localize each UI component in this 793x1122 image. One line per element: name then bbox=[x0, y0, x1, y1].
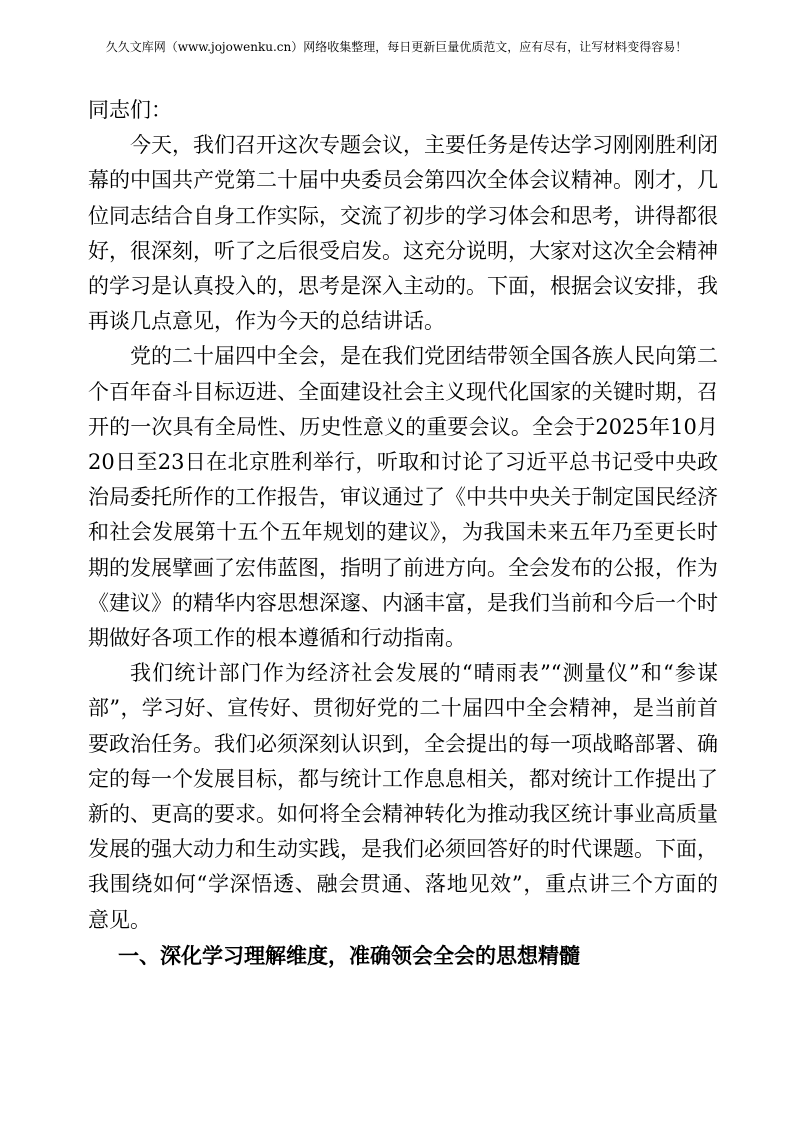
section-heading-1: 一、深化学习理解维度，准确领会全会的思想精髓 bbox=[118, 942, 580, 968]
paragraph-statistics-role: 我们统计部门作为经济社会发展的“晴雨表”“测量仪”和“参谋部”，学习好、宣传好、贯彻好党的二十届四中全会精神，是当前首要政治任务。我们必须深刻认识到，全会提出的每一项战略部署、确定的每一个发展目标，都与统计工作息息相关，都对统计工作提出了新的、更高的要求。如何将全会精神转化为推动我区统计事业高质量发展的强大动力和生动实践，是我们必须回答好的时代课题。下面，我围绕如何“学深悟透、融会贯通、落地见效”，重点讲三个方面的意见。 bbox=[88, 661, 718, 932]
paragraph-opening: 今天，我们召开这次专题会议，主要任务是传达学习刚刚胜利闭幕的中国共产党第二十届中央委员会第四次全体会议精神。刚才，几位同志结合自身工作实际，交流了初步的学习体会和思考，讲得都很好，很深刻，听了之后很受启发。这充分说明，大家对这次全会精神的学习是认真投入的，思考是深入主动的。下面，根据会议安排，我再谈几点意见，作为今天的总结讲话。 bbox=[88, 133, 718, 334]
salutation: 同志们： bbox=[88, 98, 172, 122]
page-header-watermark: 久久文库网（www.jojowenku.cn）网络收集整理，每日更新巨量优质范文，应有尽有，让写材料变得容易！ bbox=[105, 40, 688, 54]
paragraph-plenum-overview: 党的二十届四中全会，是在我们党团结带领全国各族人民向第二个百年奋斗目标迈进、全面建设社会主义现代化国家的关键时期，召开的一次具有全局性、历史性意义的重要会议。全会于2025年10月20日至23日在北京胜利举行，听取和讨论了习近平总书记受中央政治局委托所作的工作报告，审议通过了《中共中央关于制定国民经济和社会发展第十五个五年规划的建议》，为我国未来五年乃至更长时期的发展擘画了宏伟蓝图，指明了前进方向。全会发布的公报，作为《建议》的精华内容思想深邃、内涵丰富，是我们当前和今后一个时期做好各项工作的根本遵循和行动指南。 bbox=[88, 344, 718, 651]
document-body bbox=[88, 93, 718, 973]
